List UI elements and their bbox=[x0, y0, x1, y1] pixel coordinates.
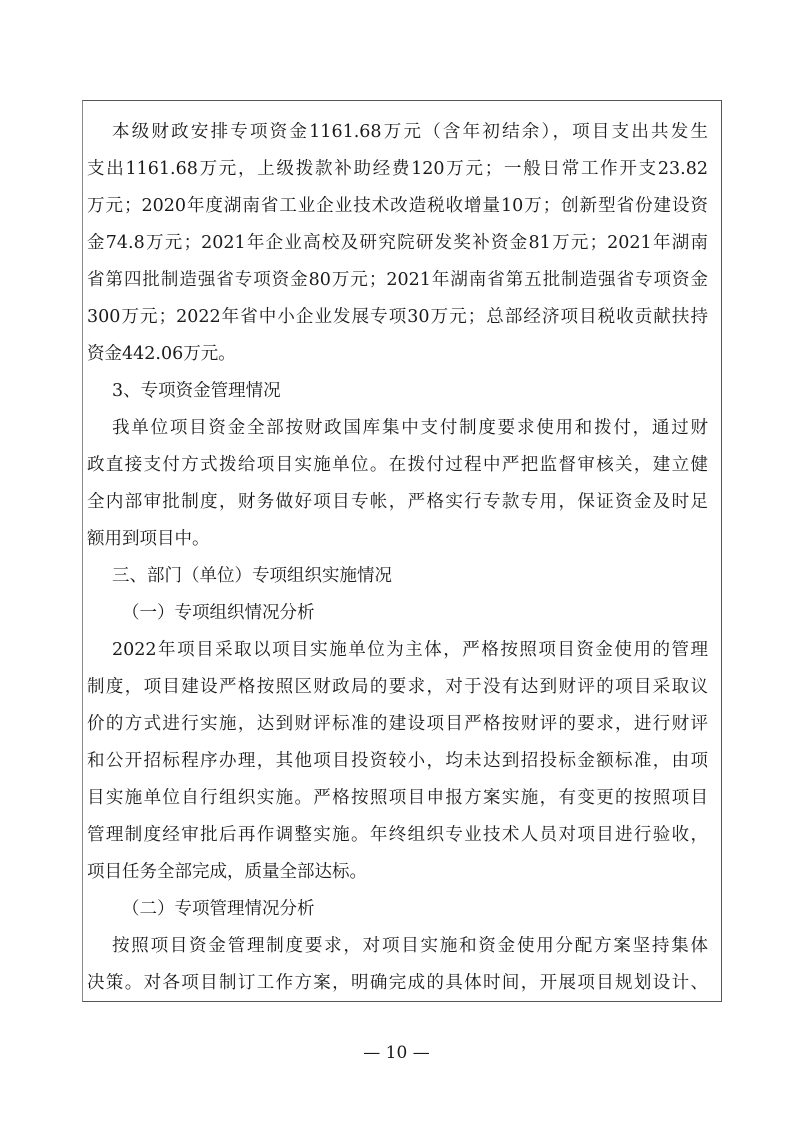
paragraph-line: 和公开招标程序办理，其他项目投资较小，均未达到招投标金额标准，由项 bbox=[87, 751, 708, 771]
subheading: （一）专项组织情况分析 bbox=[122, 603, 315, 623]
paragraph-line: 资金442.06万元。 bbox=[87, 344, 236, 364]
paragraph-line: 300万元；2022年省中小企业发展专项30万元；总部经济项目税收贡献扶持 bbox=[87, 307, 708, 327]
paragraph-line: 金74.8万元；2021年企业高校及研究院研发奖补资金81万元；2021年湖南 bbox=[87, 233, 708, 253]
page-number: — 10 — bbox=[363, 1043, 430, 1063]
paragraph-line: 按照项目资金管理制度要求，对项目实施和资金使用分配方案坚持集体 bbox=[112, 936, 708, 956]
paragraph-line: 决策。对各项目制订工作方案，明确完成的具体时间，开展项目规划设计、 bbox=[87, 973, 708, 993]
paragraph-line: 额用到项目中。 bbox=[87, 529, 210, 549]
paragraph-line: 本级财政安排专项资金1161.68万元（含年初结余），项目支出共发生 bbox=[112, 122, 708, 142]
paragraph-line: 制度，项目建设严格按照区财政局的要求，对于没有达到财评的项目采取议 bbox=[87, 677, 708, 697]
paragraph-line: 政直接支付方式拨给项目实施单位。在拨付过程中严把监督审核关，建立健 bbox=[87, 455, 708, 475]
subheading: （二）专项管理情况分析 bbox=[122, 899, 315, 919]
paragraph-line: 管理制度经审批后再作调整实施。年终组织专业技术人员对项目进行验收， bbox=[87, 825, 708, 845]
document-body bbox=[87, 114, 708, 1002]
paragraph-line: 省第四批制造强省专项资金80万元；2021年湖南省第五批制造强省专项资金 bbox=[87, 270, 708, 290]
heading: 三、部门（单位）专项组织实施情况 bbox=[112, 566, 392, 586]
paragraph-line: 价的方式进行实施，达到财评标准的建设项目严格按财评的要求，进行财评 bbox=[87, 714, 708, 734]
paragraph-line: 2022年项目采取以项目实施单位为主体，严格按照项目资金使用的管理 bbox=[112, 640, 708, 660]
paragraph-line: 万元；2020年度湖南省工业企业技术改造税收增量10万；创新型省份建设资 bbox=[87, 196, 708, 216]
paragraph-line: 支出1161.68万元，上级拨款补助经费120万元；一般日常工作开支23.82 bbox=[87, 159, 708, 179]
paragraph-line: 我单位项目资金全部按财政国库集中支付制度要求使用和拨付，通过财 bbox=[112, 418, 708, 438]
heading: 3、专项资金管理情况 bbox=[112, 381, 281, 401]
paragraph-line: 全内部审批制度，财务做好项目专帐，严格实行专款专用，保证资金及时足 bbox=[87, 492, 708, 512]
paragraph-line: 项目任务全部完成，质量全部达标。 bbox=[87, 862, 367, 882]
paragraph-line: 目实施单位自行组织实施。严格按照项目申报方案实施，有变更的按照项目 bbox=[87, 788, 708, 808]
